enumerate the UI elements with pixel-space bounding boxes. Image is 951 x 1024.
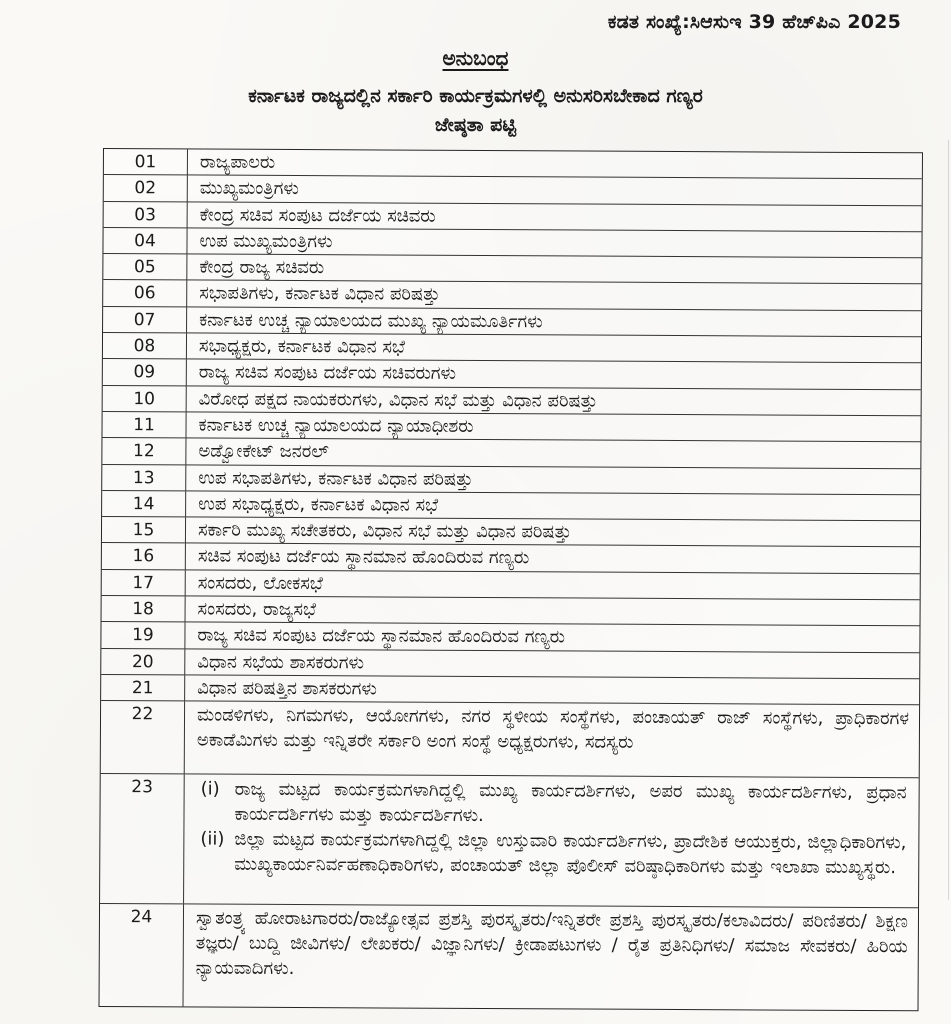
row-number: 24	[100, 904, 185, 1006]
row-entry: ಸಂಸದರು, ಲೋಕಸಭೆ	[197, 572, 323, 594]
row-entry: ವಿರೋಧ ಪಕ್ಷದ ನಾಯಕರುಗಳು, ವಿಧಾನ ಸಭೆ ಮತ್ತು ವಿಧಾನ ಪರಿಷತ್ತು	[198, 388, 598, 412]
row-entry: ಉಪ ಸಭಾಪತಿಗಳು, ಕರ್ನಾಟಕ ವಿಧಾನ ಪರಿಷತ್ತು	[198, 467, 473, 490]
annexure-heading: ಅನುಬಂಧ	[442, 46, 509, 70]
table-row	[101, 701, 919, 778]
sub-item-marker: (i)	[200, 778, 220, 800]
row-number: 09	[103, 359, 187, 385]
row-number: 02	[104, 175, 188, 201]
document-title-line2: ಜೇಷ್ಠತಾ ಪಟ್ಟಿ	[434, 114, 517, 136]
document-title	[60, 82, 891, 140]
sub-item-text: ರಾಜ್ಯ ಮಟ್ಟದ ಕಾರ್ಯಕ್ರಮಗಳಾಗಿದ್ದಲ್ಲಿ ಮುಖ್ಯ ಕಾರ್ಯದರ್ಶಿಗಳು, ಅಪರ ಮುಖ್ಯ ಕಾರ್ಯದರ್ಶಿಗಳು, ಪ್ರಧಾನ ಕಾರ್ಯದರ್ಶಿಗಳು ಮತ್ತು ಕಾರ್ಯದರ್ಶಿಗಳು.	[234, 778, 907, 827]
row-number: 04	[103, 228, 187, 254]
row-number: 18	[102, 596, 186, 622]
row-number: 16	[102, 543, 186, 569]
row-entry: ಉಪ ಸಭಾಧ್ಯಕ್ಷರು, ಕರ್ನಾಟಕ ವಿಧಾನ ಸಭೆ	[198, 493, 439, 516]
precedence-table	[99, 148, 923, 1012]
file-number: ಕಡತ ಸಂಖ್ಯೆ:ಸಿಆಸುಇ 39 ಹೆಚ್‌ಪಿಎ 2025	[607, 11, 901, 33]
row-entry: ಕರ್ನಾಟಕ ಉಚ್ಚ ನ್ಯಾಯಾಲಯದ ಮುಖ್ಯ ನ್ಯಾಯಮೂರ್ತಿಗಳು	[199, 309, 543, 333]
row-entry: ರಾಜ್ಯಪಾಲರು	[199, 151, 276, 173]
row-number: 12	[102, 438, 186, 464]
row-entry: ಸ್ವಾತಂತ್ರ್ಯ ಹೋರಾಟಗಾರರು/ರಾಜ್ಯೋತ್ಸವ ಪ್ರಶಸ್ತಿ ಪುರಸ್ಕೃತರು/ಇನ್ನಿತರೇ ಪ್ರಶಸ್ತಿ ಪುರಸ್ಕೃತರು/ಕಲಾವಿದರು/ ಪರಿಣಿತರು/ ಶಿಕ್ಷಣ ತಜ್ಞರು/ ಬುದ್ದಿ ಜೀವಿಗಳು/ ಲೇಖಕರು/ ವಿಜ್ಞಾನಿಗಳು/ ಕ್ರೀಡಾಪಟುಗಳು / ರೈತ ಪ್ರತಿನಿಧಿಗಳು/ ಸಮಾಜ ಸೇವಕರು/ ಹಿರಿಯ ನ್ಯಾಯವಾದಿಗಳು.	[195, 907, 909, 980]
row-entry: ಸಂಸದರು, ರಾಜ್ಯಸಭೆ	[197, 598, 317, 621]
row-number: 20	[101, 649, 185, 675]
row-number: 19	[101, 622, 185, 648]
page-edge-shadow	[948, 140, 950, 900]
row-entry: ಕರ್ನಾಟಕ ಉಚ್ಚ ನ್ಯಾಯಾಲಯದ ನ್ಯಾಯಾಧೀಶರು	[198, 414, 474, 437]
row-entry: ಸಚಿವ ಸಂಪುಟ ದರ್ಜೆಯ ಸ್ಥಾನಮಾನ ಹೊಂದಿರುವ ಗಣ್ಯರು	[197, 545, 530, 569]
row-number: 13	[102, 465, 186, 491]
sub-item-marker: (ii)	[200, 828, 225, 850]
row-entry: ಮಂಡಳಿಗಳು, ನಿಗಮಗಳು, ಆಯೋಗಗಳು, ನಗರ ಸ್ಥಳೀಯ ಸಂಸ್ಥೆಗಳು, ಪಂಚಾಯತ್ ರಾಜ್ ಸಂಸ್ಥೆಗಳು, ಪ್ರಾಧಿಕಾರಗಳ ಅಕಾಡೆಮಿಗಳು ಮತ್ತು ಇನ್ನಿತರೇ ಸರ್ಕಾರಿ ಅಂಗ ಸಂಸ್ಥೆ ಅಧ್ಯಕ್ಷರುಗಳು, ಸದಸ್ಯರು	[196, 704, 910, 754]
row-entry	[184, 775, 919, 908]
row-number: 21	[101, 675, 185, 701]
row-number: 23	[100, 774, 185, 903]
row-entry: ಸಭಾಪತಿಗಳು, ಕರ್ನಾಟಕ ವಿಧಾನ ಪರಿಷತ್ತು	[199, 282, 441, 306]
row-entry: ಅಡ್ವೋಕೇಟ್ ಜನರಲ್	[198, 440, 329, 463]
row-number: 03	[104, 202, 188, 228]
row-entry: ಮುಖ್ಯಮಂತ್ರಿಗಳು	[199, 177, 299, 200]
row-number: 17	[102, 570, 186, 596]
row-entry: ಕೇಂದ್ರ ಸಚಿವ ಸಂಪುಟ ದರ್ಜೆಯ ಸಚಿವರು	[199, 204, 436, 227]
sub-item	[196, 777, 908, 831]
row-entry: ಕೇಂದ್ರ ರಾಜ್ಯ ಸಚಿವರು	[199, 256, 325, 279]
row-entry: ಸರ್ಕಾರಿ ಮುಖ್ಯ ಸಚೇತಕರು, ವಿಧಾನ ಸಭೆ ಮತ್ತು ವಿಧಾನ ಪರಿಷತ್ತು	[197, 519, 572, 543]
row-number: 08	[103, 333, 187, 359]
document-title-line1: ಕರ್ನಾಟಕ ರಾಜ್ಯದಲ್ಲಿನ ಸರ್ಕಾರಿ ಕಾರ್ಯಕ್ರಮಗಳಲ್ಲಿ ಅನುಸರಿಸಬೇಕಾದ ಗಣ್ಯರ	[248, 85, 703, 107]
sub-item	[196, 827, 908, 881]
row-entry: ರಾಜ್ಯ ಸಚಿವ ಸಂಪುಟ ದರ್ಜೆಯ ಸ್ಥಾನಮಾನ ಹೊಂದಿರುವ ಗಣ್ಯರು	[197, 624, 566, 648]
row-number: 10	[103, 386, 187, 412]
sub-item-text: ಜಿಲ್ಲಾ ಮಟ್ಟದ ಕಾರ್ಯಕ್ರಮಗಳಾಗಿದ್ದಲ್ಲಿ ಜಿಲ್ಲಾ ಉಸ್ತುವಾರಿ ಕಾರ್ಯದರ್ಶಿಗಳು, ಪ್ರಾದೇಶಿಕ ಆಯುಕ್ತರು, ಜಿಲ್ಲಾಧಿಕಾರಿಗಳು, ಮುಖ್ಯಕಾರ್ಯನಿರ್ವಹಣಾಧಿಕಾರಿಗಳು, ಪಂಚಾಯತ್ ಜಿಲ್ಲಾ ಪೊಲೀಸ್ ವರಿಷ್ಠಾಧಿಕಾರಿಗಳು ಮತ್ತು ಇಲಾಖಾ ಮುಖ್ಯಸ್ಥರು.	[234, 828, 907, 879]
row-entry: ವಿಧಾನ ಸಭೆಯ ಶಾಸಕರುಗಳು	[197, 651, 365, 674]
row-number: 22	[101, 701, 185, 773]
row-entry: ಉಪ ಮುಖ್ಯಮಂತ್ರಿಗಳು	[199, 230, 333, 253]
row-number: 06	[103, 280, 187, 306]
row-number: 07	[103, 307, 187, 333]
table-row	[100, 774, 919, 908]
row-number: 15	[102, 517, 186, 543]
row-number: 14	[102, 491, 186, 517]
row-number: 01	[104, 149, 188, 175]
table-row	[100, 904, 919, 1010]
row-entry: ವಿಧಾನ ಪರಿಷತ್ತಿನ ಶಾಸಕರುಗಳು	[197, 677, 377, 700]
row-number: 11	[102, 412, 186, 438]
row-number: 05	[103, 254, 187, 280]
row-entry: ರಾಜ್ಯ ಸಚಿವ ಸಂಪುಟ ದರ್ಜೆಯ ಸಚಿವರುಗಳು	[198, 361, 457, 385]
row-entry: ಸಭಾಧ್ಯಕ್ಷರು, ಕರ್ನಾಟಕ ವಿಧಾನ ಸಭೆ	[198, 335, 406, 358]
